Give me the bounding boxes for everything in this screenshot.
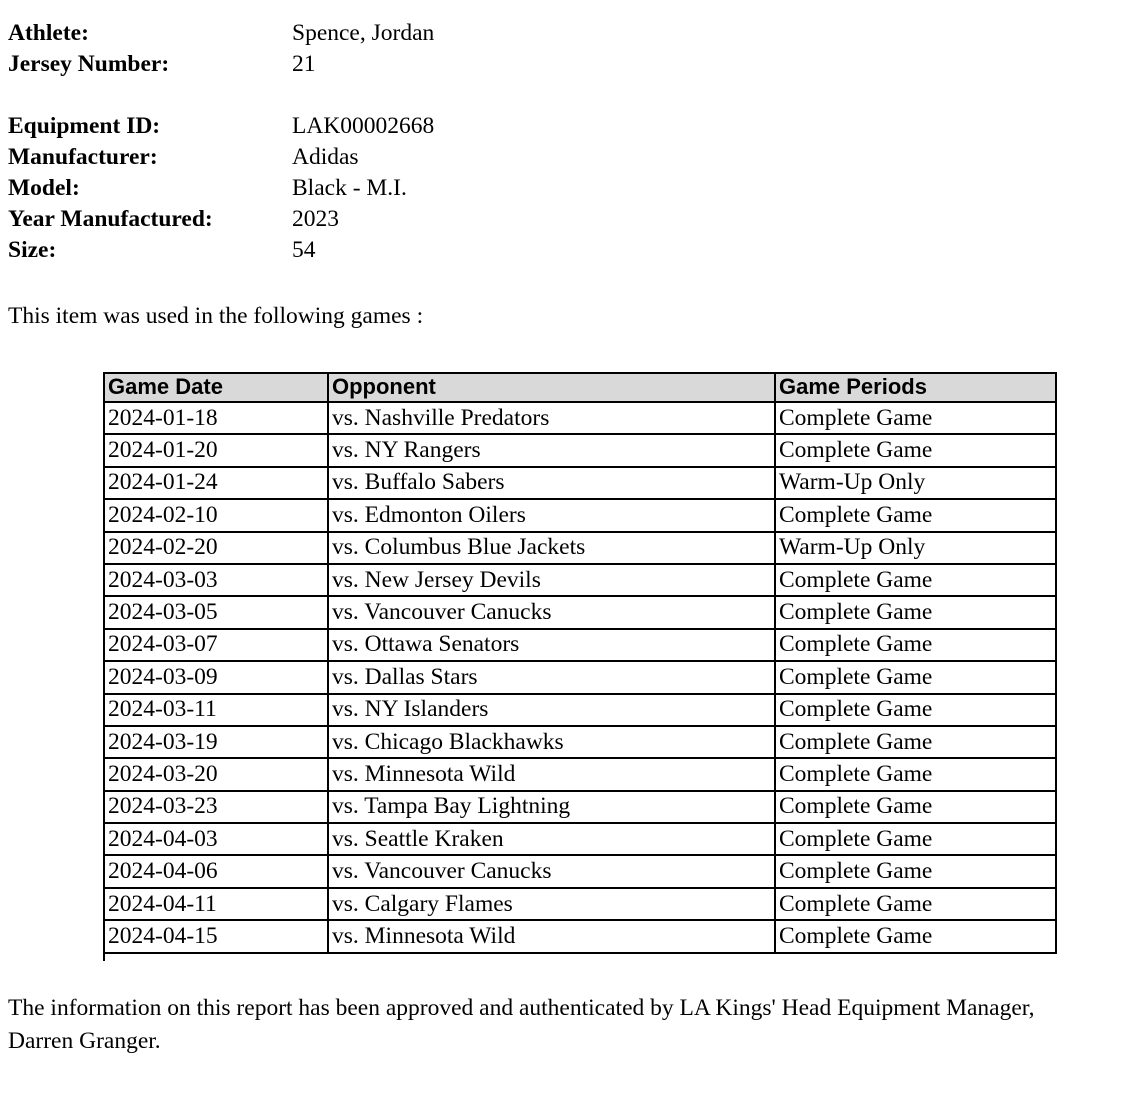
- opponent-cell: vs. Buffalo Sabers: [328, 467, 775, 499]
- table-row: [104, 629, 1056, 661]
- field-label: Size:: [8, 237, 57, 263]
- opponent-cell: vs. Seattle Kraken: [328, 823, 775, 855]
- game-periods-cell: Complete Game: [775, 694, 1056, 726]
- game-periods-cell: Complete Game: [775, 823, 1056, 855]
- game-date-cell: 2024-03-20: [104, 758, 328, 790]
- table-row: [104, 823, 1056, 855]
- game-periods-cell: Complete Game: [775, 629, 1056, 661]
- games-table-header-row: [104, 373, 1056, 402]
- table-row: [104, 499, 1056, 531]
- game-date-cell: 2024-01-20: [104, 434, 328, 466]
- opponent-cell: vs. Calgary Flames: [328, 888, 775, 920]
- game-date-cell: 2024-04-15: [104, 920, 328, 952]
- table-row: [104, 758, 1056, 790]
- field-label: Manufacturer:: [8, 144, 158, 170]
- field-row: [8, 235, 1120, 266]
- games-table-header-cell: Opponent: [328, 373, 775, 402]
- field-value: Black - M.I.: [292, 175, 407, 201]
- game-periods-cell: Complete Game: [775, 661, 1056, 693]
- equipment-info-block: [8, 111, 1120, 266]
- game-date-cell: 2024-03-11: [104, 694, 328, 726]
- game-date-cell: 2024-03-05: [104, 596, 328, 628]
- game-date-cell: 2024-03-03: [104, 564, 328, 596]
- game-periods-cell: Warm-Up Only: [775, 532, 1056, 564]
- game-periods-cell: Complete Game: [775, 855, 1056, 887]
- table-row: [104, 888, 1056, 920]
- opponent-cell: vs. Ottawa Senators: [328, 629, 775, 661]
- games-table-head: [104, 373, 1056, 402]
- field-row: [8, 18, 1120, 49]
- table-row: [104, 467, 1056, 499]
- opponent-cell: vs. New Jersey Devils: [328, 564, 775, 596]
- opponent-cell: vs. Vancouver Canucks: [328, 596, 775, 628]
- games-table-header-cell: Game Periods: [775, 373, 1056, 402]
- game-periods-cell: Complete Game: [775, 888, 1056, 920]
- game-date-cell: 2024-03-23: [104, 791, 328, 823]
- game-date-cell: 2024-02-10: [104, 499, 328, 531]
- game-periods-cell: Complete Game: [775, 920, 1056, 952]
- field-label: Model:: [8, 175, 80, 201]
- games-table-wrap: [103, 372, 1055, 954]
- table-row: [104, 564, 1056, 596]
- game-periods-cell: Complete Game: [775, 499, 1056, 531]
- opponent-cell: vs. Vancouver Canucks: [328, 855, 775, 887]
- opponent-cell: vs. Minnesota Wild: [328, 758, 775, 790]
- field-value: 54: [292, 237, 316, 263]
- opponent-cell: vs. Minnesota Wild: [328, 920, 775, 952]
- game-date-cell: 2024-04-03: [104, 823, 328, 855]
- field-row: [8, 49, 1120, 80]
- field-label: Year Manufactured:: [8, 206, 213, 232]
- athlete-info-block: [8, 18, 1120, 80]
- opponent-cell: vs. NY Islanders: [328, 694, 775, 726]
- table-row: [104, 532, 1056, 564]
- game-date-cell: 2024-04-06: [104, 855, 328, 887]
- game-periods-cell: Complete Game: [775, 726, 1056, 758]
- game-periods-cell: Complete Game: [775, 402, 1056, 434]
- game-date-cell: 2024-03-07: [104, 629, 328, 661]
- table-row: [104, 402, 1056, 434]
- field-value: Adidas: [292, 144, 359, 170]
- game-periods-cell: Complete Game: [775, 596, 1056, 628]
- table-row: [104, 434, 1056, 466]
- game-date-cell: 2024-01-18: [104, 402, 328, 434]
- opponent-cell: vs. Dallas Stars: [328, 661, 775, 693]
- table-row: [104, 920, 1056, 952]
- block-spacer: [8, 80, 1120, 111]
- opponent-cell: vs. Chicago Blackhawks: [328, 726, 775, 758]
- games-table-body: [104, 402, 1056, 953]
- game-date-cell: 2024-04-11: [104, 888, 328, 920]
- field-label: Athlete:: [8, 20, 89, 46]
- field-value: 21: [292, 51, 316, 77]
- field-row: [8, 204, 1120, 235]
- field-row: [8, 173, 1120, 204]
- opponent-cell: vs. Nashville Predators: [328, 402, 775, 434]
- games-table-header-cell: Game Date: [104, 373, 328, 402]
- opponent-cell: vs. Edmonton Oilers: [328, 499, 775, 531]
- table-row: [104, 694, 1056, 726]
- game-date-cell: 2024-03-09: [104, 661, 328, 693]
- game-date-cell: 2024-01-24: [104, 467, 328, 499]
- field-value: 2023: [292, 206, 339, 232]
- table-row: [104, 596, 1056, 628]
- games-table: [103, 372, 1057, 954]
- game-periods-cell: Complete Game: [775, 758, 1056, 790]
- opponent-cell: vs. Columbus Blue Jackets: [328, 532, 775, 564]
- game-periods-cell: Complete Game: [775, 791, 1056, 823]
- footer-authentication-text: The information on this report has been approved and authenticated by LA Kings' Head Equipment Manager, Darren Granger.: [8, 994, 1035, 1054]
- field-value: LAK00002668: [292, 113, 435, 139]
- field-row: [8, 111, 1120, 142]
- game-periods-cell: Complete Game: [775, 434, 1056, 466]
- field-row: [8, 142, 1120, 173]
- game-periods-cell: Complete Game: [775, 564, 1056, 596]
- field-label: Jersey Number:: [8, 51, 170, 77]
- opponent-cell: vs. NY Rangers: [328, 434, 775, 466]
- opponent-cell: vs. Tampa Bay Lightning: [328, 791, 775, 823]
- table-row: [104, 661, 1056, 693]
- game-date-cell: 2024-03-19: [104, 726, 328, 758]
- game-date-cell: 2024-02-20: [104, 532, 328, 564]
- table-row: [104, 791, 1056, 823]
- intro-text: This item was used in the following games :: [8, 303, 424, 329]
- field-value: Spence, Jordan: [292, 20, 435, 46]
- game-periods-cell: Warm-Up Only: [775, 467, 1056, 499]
- table-row: [104, 855, 1056, 887]
- field-label: Equipment ID:: [8, 113, 161, 139]
- table-row: [104, 726, 1056, 758]
